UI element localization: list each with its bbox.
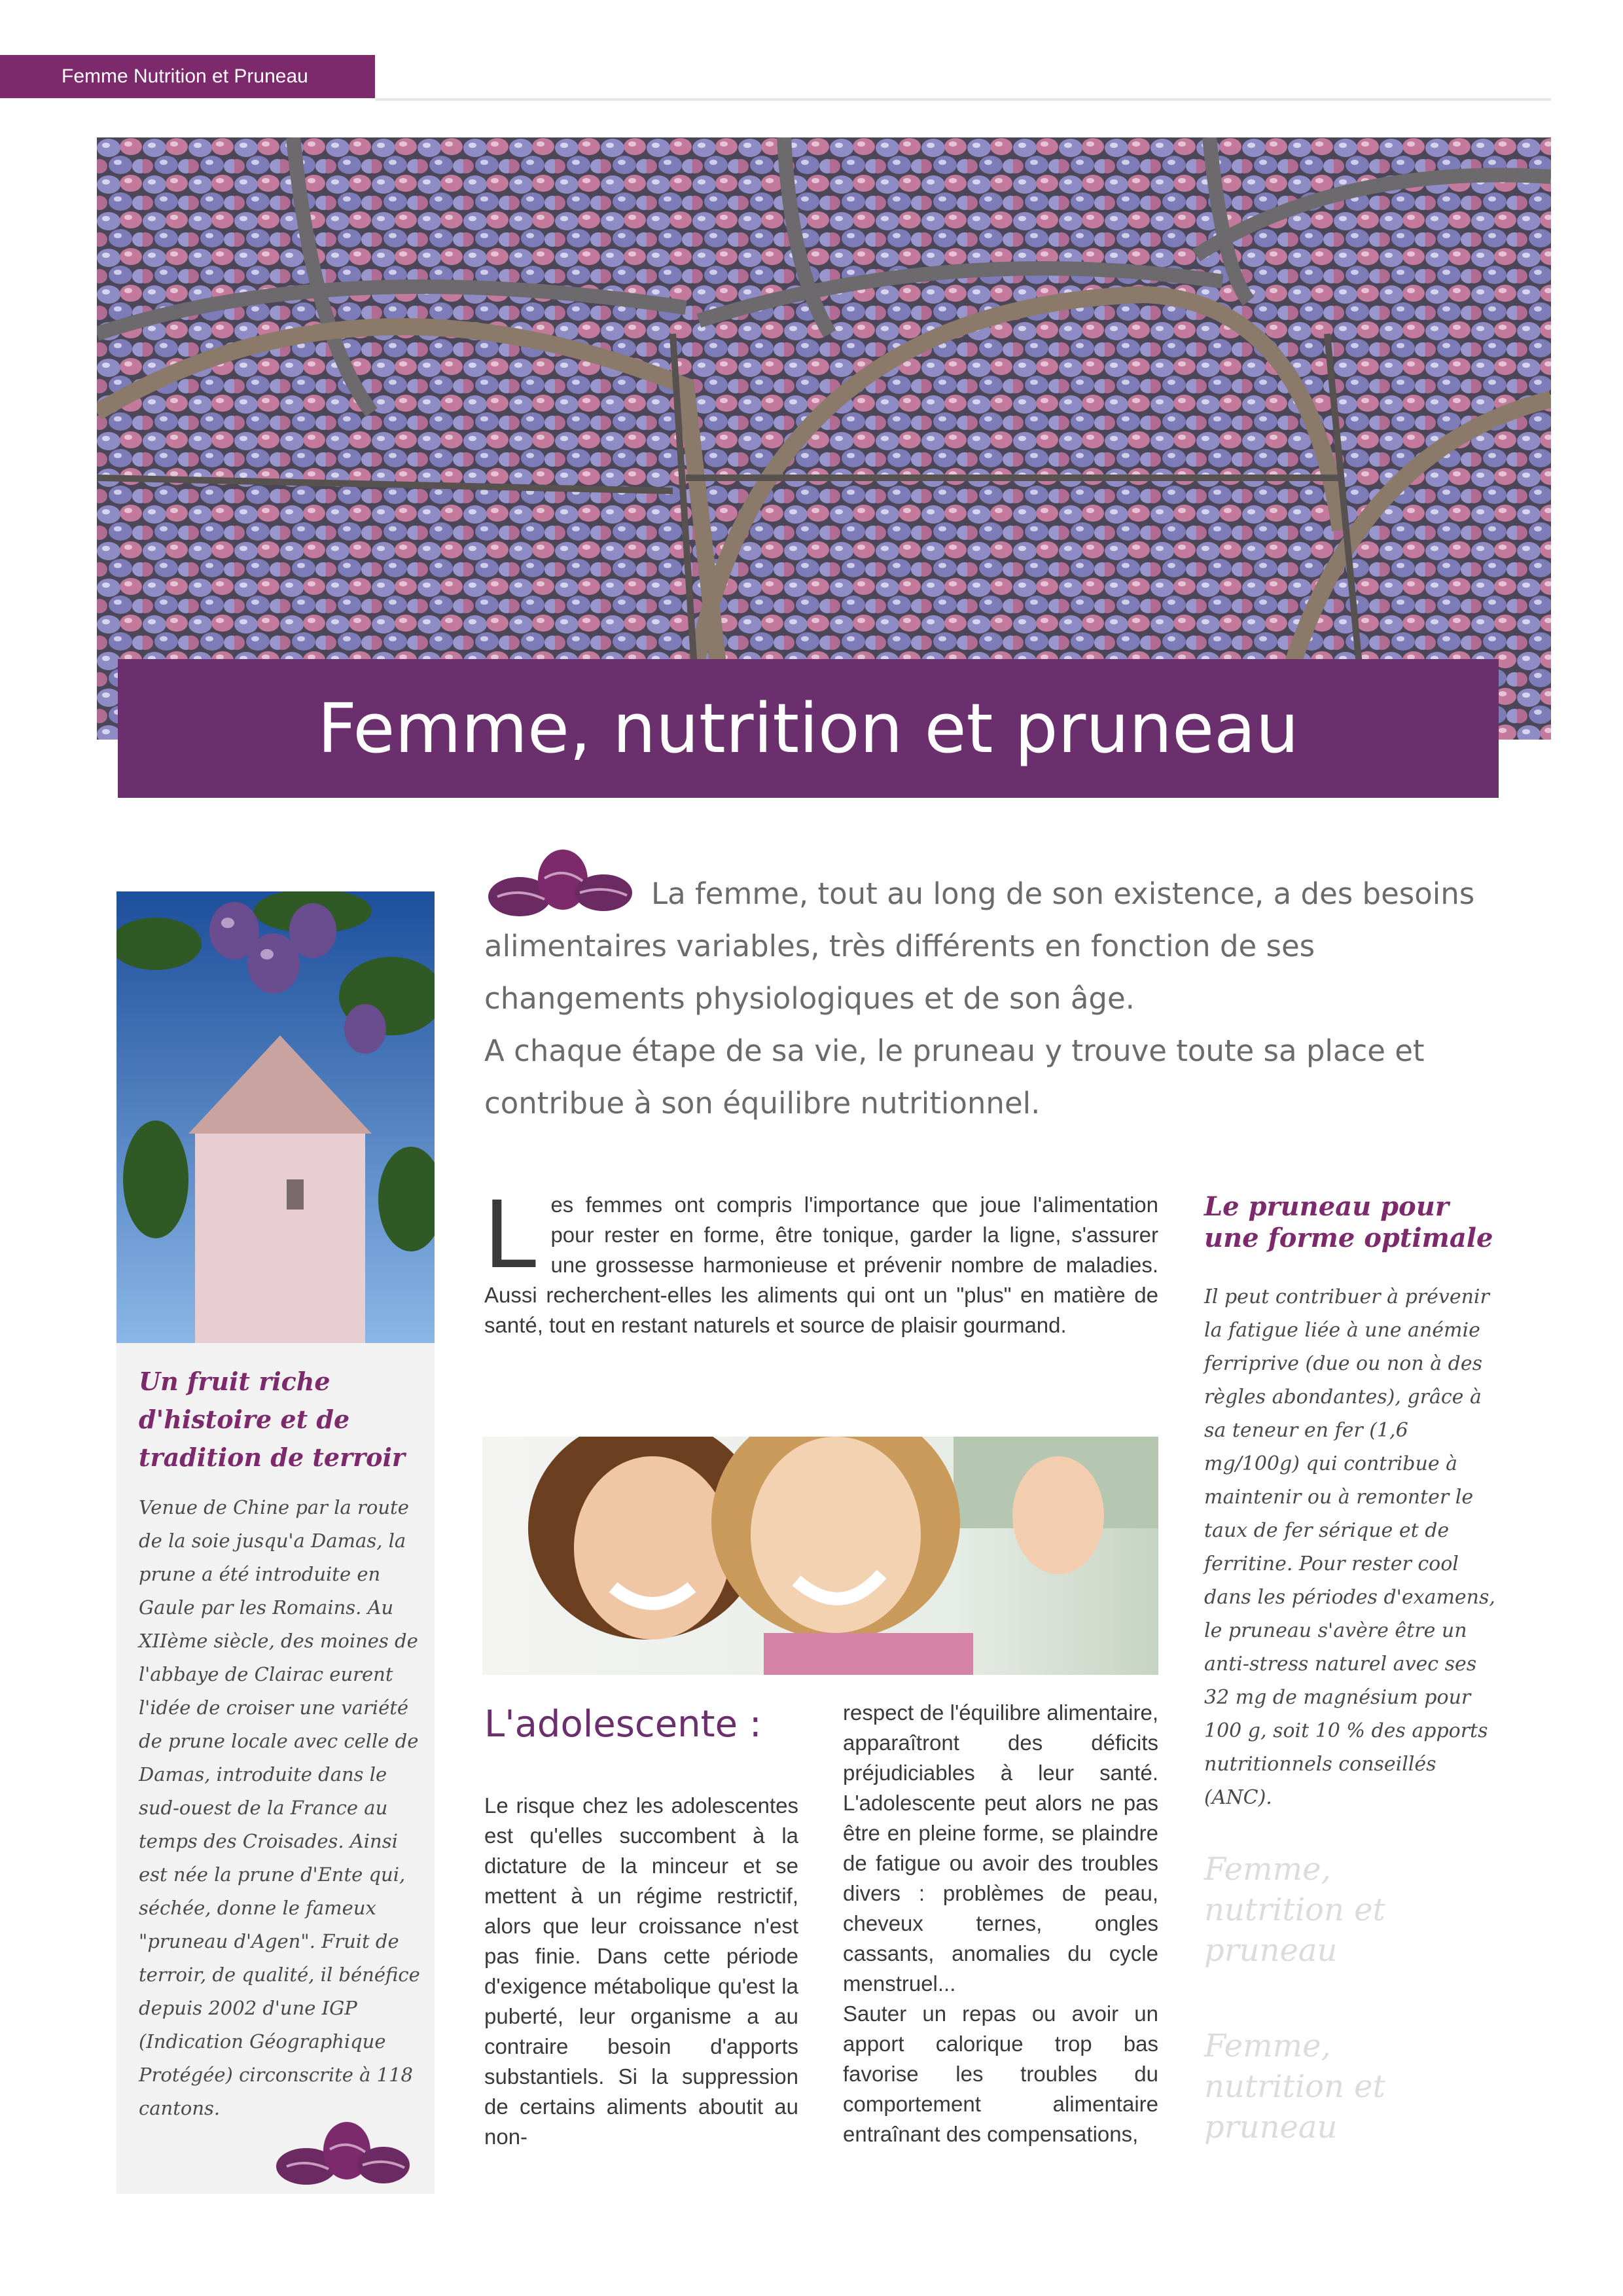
sidebar-heading: Un fruit riche d'histoire et de tradition de terroir [139,1367,405,1472]
adolescente-column-1: Le risque chez les adolescentes est qu'elles succombent à la dictature de la minceur et se mettent à un régime restrictif, alors que leur croissance n'est pas finie. Dans cette période d'exigence métabolique qu'est la puberté, leur organisme a au contraire besoin d'apports substantiels. Si la suppression de certains aliments aboutit au non- [484,1793,798,2149]
intro-paragraph-2: A chaque étape de sa vie, le pruneau y trouve toute sa place et contribue à son équilibre nutritionnel. [484,1033,1425,1121]
adolescente-column-2-paragraph-2: Sauter un repas ou avoir un apport calorique trop bas favorise les troubles du comportement alimentaire entraînant des compensations, [843,2001,1158,2146]
sidebar-text: Venue de Chine par la route de la soie jusqu'a Damas, la prune a été introduite en Gaule par les Romains. Au XIIème siècle, des moines de l'abbaye de Clairac eurent l'idée de croiser une variété de prune locale avec celle de Damas, introduite dans le sud-ouest de la France au temps des Croisades. Ainsi est née la prune d'Ente qui, séchée, donne le fameux "pruneau d'Agen". Fruit de terroir, de qualité, il bénéfice depuis 2002 d'une IGP (Indication Géographique Protégée) circonscrite à 118 cantons. [139,1496,420,2119]
right-column-text: Il peut contribuer à prévenir la fatigue liée à une anémie ferriprive (due ou non à des règles abondantes), grâce à sa teneur en fer (1,6 mg/100g) qui contribue à maintenir ou à remonter le taux de fer sérique et de ferritine. Pour rester cool dans les périodes d'examens, le pruneau s'avère être un anti-stress naturel avec ses 32 mg de magnésium pour 100 g, soit 10 % des apports nutritionnels conseillés (ANC). [1204,1285,1495,1809]
adolescente-column-2-paragraph-1: respect de l'équilibre alimentaire, apparaîtront des déficits préjudiciables à leur santé. L'adolescente peut alors ne pas être en pleine forme, se plaindre de fatigue ou avoir des troubles divers : problèmes de peau, cheveux ternes, ongles cassants, anomalies du cycle menstruel... [843,1700,1158,1996]
lead-paragraph [484,1178,1158,1340]
lead-text: es femmes ont compris l'importance que joue l'alimentation pour rester en forme, être tonique, garder la ligne, s'assurer une grossesse harmonieuse et prévenir nombre de maladies. Aussi recherchent-elles les aliments qui ont un "plus" en matière de santé, tout en restant naturels et source de plaisir gourmand. [484,1193,1158,1337]
watermark-text-2: Femme, nutrition et pruneau [1204,2028,1385,2145]
title-band [118,659,1499,798]
adolescente-column-2 [843,1698,1158,2149]
intro-paragraph-1: La femme, tout au long de son existence, a des besoins alimentaires variables, très différents en fonction de ses changements physiologiques et de son âge. [484,876,1475,1016]
prune-icon [274,2119,411,2191]
photo-two-young-women [482,1437,1158,1675]
watermark-text: Femme, nutrition et pruneau [1204,1851,1385,1969]
intro-text [484,868,1505,1130]
hero-photo-plum-baskets [97,137,1551,740]
drop-cap: L [484,1178,539,1288]
header-rule [375,98,1551,101]
right-column-heading: Le pruneau pour une forme optimale [1204,1191,1493,1253]
sidebar-photo-tower [116,891,435,1343]
sidebar [116,891,435,2194]
tower-with-plums-illustration [116,891,435,1343]
section-title-adolescente: L'adolescente : [484,1703,762,1746]
plum-baskets-illustration [97,137,1551,740]
header-tag: Femme Nutrition et Pruneau [0,55,375,98]
smiling-girls-illustration [482,1437,1158,1675]
page-title: Femme, nutrition et pruneau [317,689,1299,768]
